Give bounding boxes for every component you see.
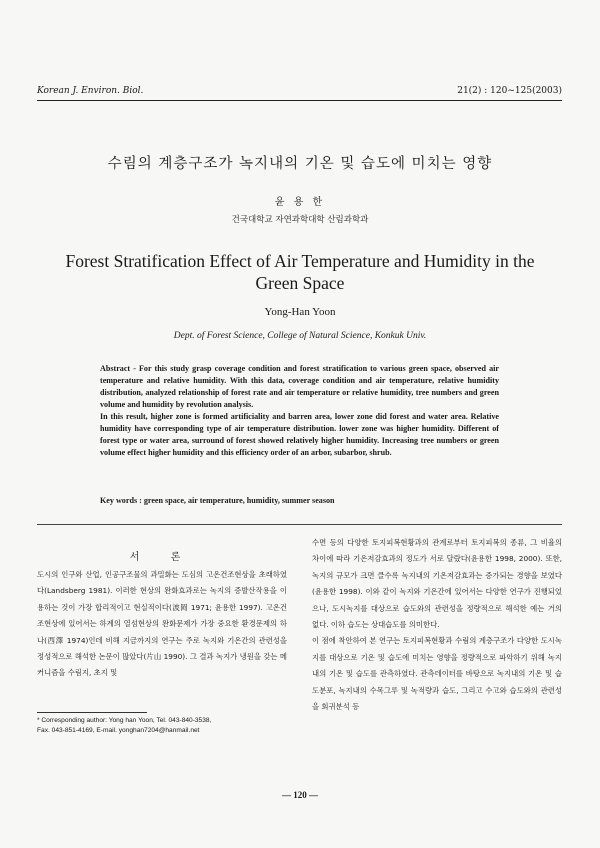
english-title: Forest Stratification Effect of Air Temperature and Humidity in the Green Space [65, 251, 535, 293]
english-author: Yong-Han Yoon [264, 306, 336, 318]
body-paragraph: 수면 등의 다양한 토지피복현황과의 관계로부터 토지피복의 종류, 그 비율의 차이에 따라 기온저감효과의 정도가 서로 달랐다(윤용한 1998, 2000). 또한, 녹지의 규모가 크면 클수록 녹지내의 기온저감효과는 증가되는 경향을 보였다(윤용한 1998). 이와 같이 녹지와 기온간에 있어서는 다양한 연구가 진행되었으나, 도시녹지를 대상으로 습도와의 관련성을 정량적으로 해석한 예는 거의 없다. 이하 습도는 상대습도를 의미한다. [312, 538, 562, 630]
running-header [37, 86, 562, 96]
abstract-paragraph-2: In this result, higher zone is formed artificiality and barren area, lower zone did forest and water area. Relative humidity have corresponding type of air temperature distribution. lower zone was higher humidity. Different of forest type or water area, surround of forest showed relatively higher humidity. Increasing tree numbers or green volume effect higher humidity and this efficiency order of an arbor, subarbor, shrub. [100, 412, 499, 457]
header-rule [37, 100, 562, 101]
abstract [100, 363, 499, 459]
left-column [37, 567, 287, 682]
citation-info: 21(2) : 120~125(2003) [457, 86, 562, 96]
section-heading-introduction: 서 론 [129, 552, 195, 563]
footnote-rule [37, 712, 147, 713]
english-affiliation: Dept. of Forest Science, College of Natural Science, Konkuk Univ. [173, 331, 427, 341]
page-number: — 120 — [282, 790, 318, 800]
journal-name: Korean J. Environ. Biol. [37, 86, 144, 96]
keywords: Key words : green space, air temperature, humidity, summer season [100, 496, 335, 505]
korean-author: 윤 용 한 [274, 197, 326, 208]
footnote-line: Fax. 043-851-4169, E-mail. yonghan7204@hanmail.net [37, 727, 200, 734]
korean-affiliation: 건국대학교 자연과학대학 산림과학과 [231, 215, 369, 225]
korean-title: 수림의 계층구조가 녹지내의 기온 및 습도에 미치는 영향 [107, 156, 493, 172]
abstract-rule [37, 524, 562, 525]
right-column [312, 535, 562, 715]
footnote [37, 716, 287, 736]
body-paragraph: 도시의 인구와 산업, 인공구조물의 과밀화는 도심의 고온건조현상을 초래하였다(Landsberg 1981). 이러한 현상의 완화효과로는 녹지의 증발산작용을 이용하는 것이 가장 합리적이고 현실적이다(波岡 1971; 윤용한 1997). 고온건조현상에 있어서는 하계의 열섬현상의 완화문제가 가장 중요한 환경문제의 하나(西澤 1974)인데 비해 지금까지의 연구는 주로 녹지와 기온간의 관련성을 정성적으로 해석한 논문이 많았다(片山 1990). 그 결과 녹지가 냉원을 갖는 메커니즘을 수림지, 초지 및 [37, 570, 287, 678]
abstract-paragraph-1: Abstract - For this study grasp coverage condition and forest stratification to various green space, observed air temperature and relative humidity. With this data, coverage condition and air temperature, relative humidity distribution, analyzed relationship of forest rate and air temperature or relative humidity, tree numbers and green volume and humidity by revolution analysis. [100, 364, 499, 409]
body-paragraph: 이 점에 착안하여 본 연구는 토지피복현황과 수림의 계층구조가 다양한 도시녹지를 대상으로 기온 및 습도에 미치는 영향을 정량적으로 파악하기 위해 녹지내의 기온 및 습도를 관측하였다. 관측데이터를 바탕으로 녹지내의 기온 및 습도분포, 녹지내의 수목그루 및 녹적량과 습도, 그리고 수고와 습도와의 관련성을 회귀분석 등 [312, 636, 562, 712]
footnote-line: * Corresponding author: Yong han Yoon, Tel. 043-840-3538, [37, 717, 212, 724]
